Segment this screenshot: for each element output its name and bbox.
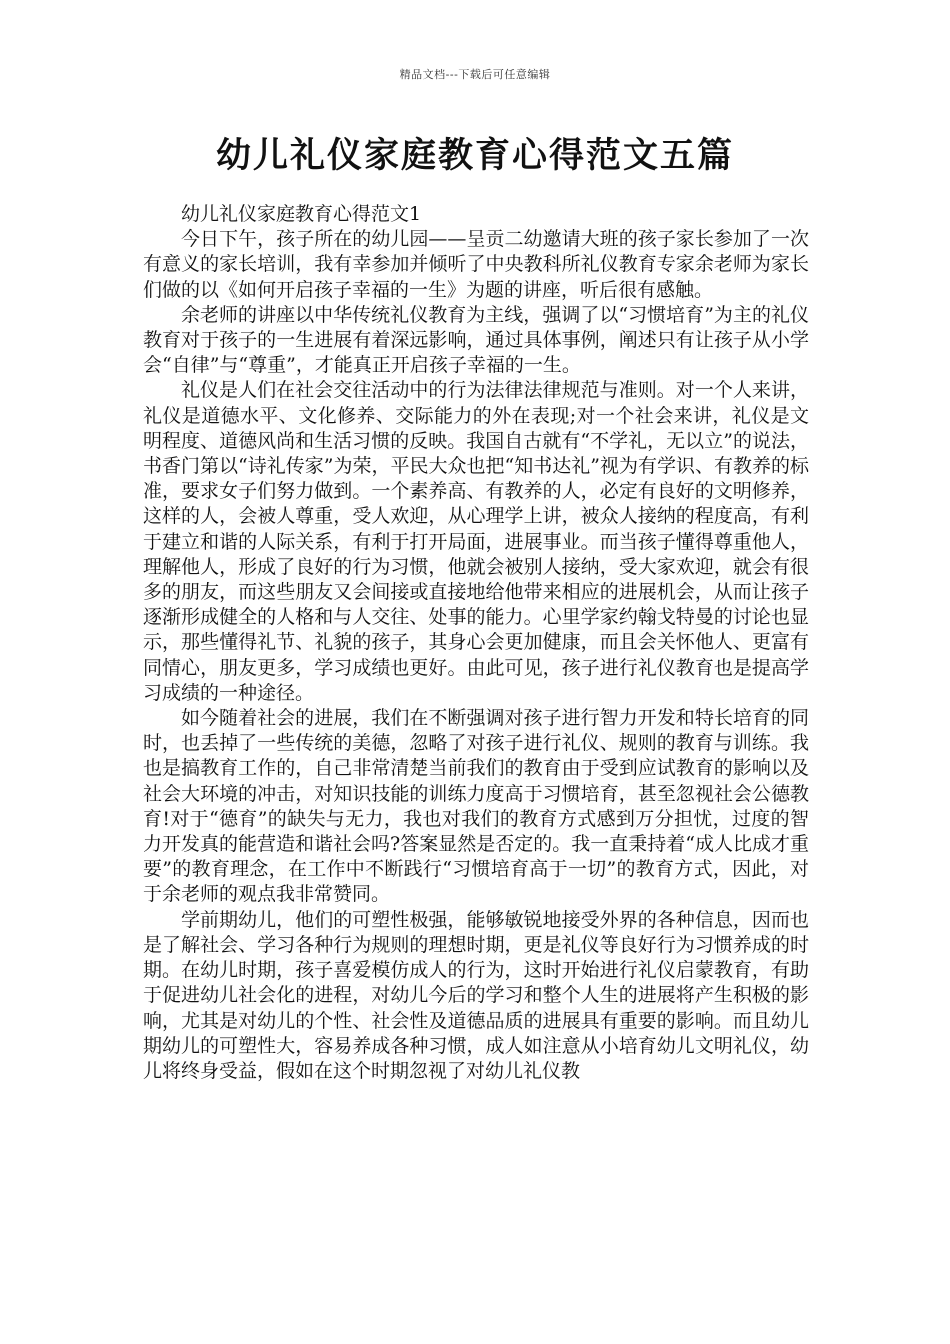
paragraph-1: 今日下午，孩子所在的幼儿园——呈贡二幼邀请大班的孩子家长参加了一次有意义的家长培训，我有幸参加并倾听了中央教科所礼仪教育专家余老师为家长们做的以《如何开启孩子幸福的一生》为题的讲座，听后很有感触。 <box>143 228 809 301</box>
paragraph-4: 如今随着社会的进展，我们在不断强调对孩子进行智力开发和特长培育的同时，也丢掉了一些传统的美德，忽略了对孩子进行礼仪、规则的教育与训练。我也是搞教育工作的，自己非常清楚当前我们的教育由于受到应试教育的影响以及社会大环境的冲击，对知识技能的训练力度高于习惯培育，甚至忽视社会公德教育!对于“德育”的缺失与无力，我也对我们的教育方式感到万分担忧，过度的智力开发真的能营造和谐社会吗?答案显然是否定的。我一直秉持着“成人比成才重要”的教育理念，在工作中不断践行“习惯培育高于一切”的教育方式，因此，对于余老师的观点我非常赞同。 <box>143 707 809 906</box>
paragraph-3: 礼仪是人们在社会交往活动中的行为法律法律规范与准则。对一个人来讲，礼仪是道德水平、文化修养、交际能力的外在表现;对一个社会来讲，礼仪是文明程度、道德风尚和生活习惯的反映。我国自古就有“不学礼，无以立”的说法，书香门第以“诗礼传家”为荣，平民大众也把“知书达礼”视为有学识、有教养的标准，要求女子们努力做到。一个素养高、有教养的人，必定有良好的文明修养，这样的人，会被人尊重，受人欢迎，从心理学上讲，被众人接纳的程度高，有利于建立和谐的人际关系，有利于打开局面，进展事业。而当孩子懂得尊重他人，理解他人，形成了良好的行为习惯，他就会被别人接纳，受大家欢迎，就会有很多的朋友，而这些朋友又会间接或直接地给他带来相应的进展机会，从而让孩子逐渐形成健全的人格和与人交往、处事的能力。心里学家约翰戈特曼的讨论也显示，那些懂得礼节、礼貌的孩子，其身心会更加健康，而且会关怀他人、更富有同情心，朋友更多，学习成绩也更好。由此可见，孩子进行礼仪教育也是提高学习成绩的一种途径。 <box>143 379 809 704</box>
paragraph-2: 余老师的讲座以中华传统礼仪教育为主线，强调了以“习惯培育”为主的礼仪教育对于孩子的一生进展有着深远影响，通过具体事例，阐述只有让孩子从小学会“自律”与“尊重”，才能真正开启孩子幸福的一生。 <box>143 303 809 377</box>
paragraph-5: 学前期幼儿，他们的可塑性极强，能够敏锐地接受外界的各种信息，因而也是了解社会、学习各种行为规则的理想时期，更是礼仪等良好行为习惯养成的时期。在幼儿时期，孩子喜爱模仿成人的行为，这时开始进行礼仪启蒙教育，有助于促进幼儿社会化的进程，对幼儿今后的学习和整个人生的进展将产生积极的影响，尤其是对幼儿的个性、社会性及道德品质的进展具有重要的影响。而且幼儿期幼儿的可塑性大，容易养成各种习惯，成人如注意从小培育幼儿文明礼仪，幼儿将终身受益，假如在这个时期忽视了对幼儿礼仪教 <box>143 908 809 1082</box>
section-heading: 幼儿礼仪家庭教育心得范文1 <box>181 203 422 225</box>
document-body <box>143 202 809 1084</box>
header-note: 精品文档---下载后可任意编辑 <box>399 68 551 81</box>
document-title: 幼儿礼仪家庭教育心得范文五篇 <box>215 136 734 176</box>
